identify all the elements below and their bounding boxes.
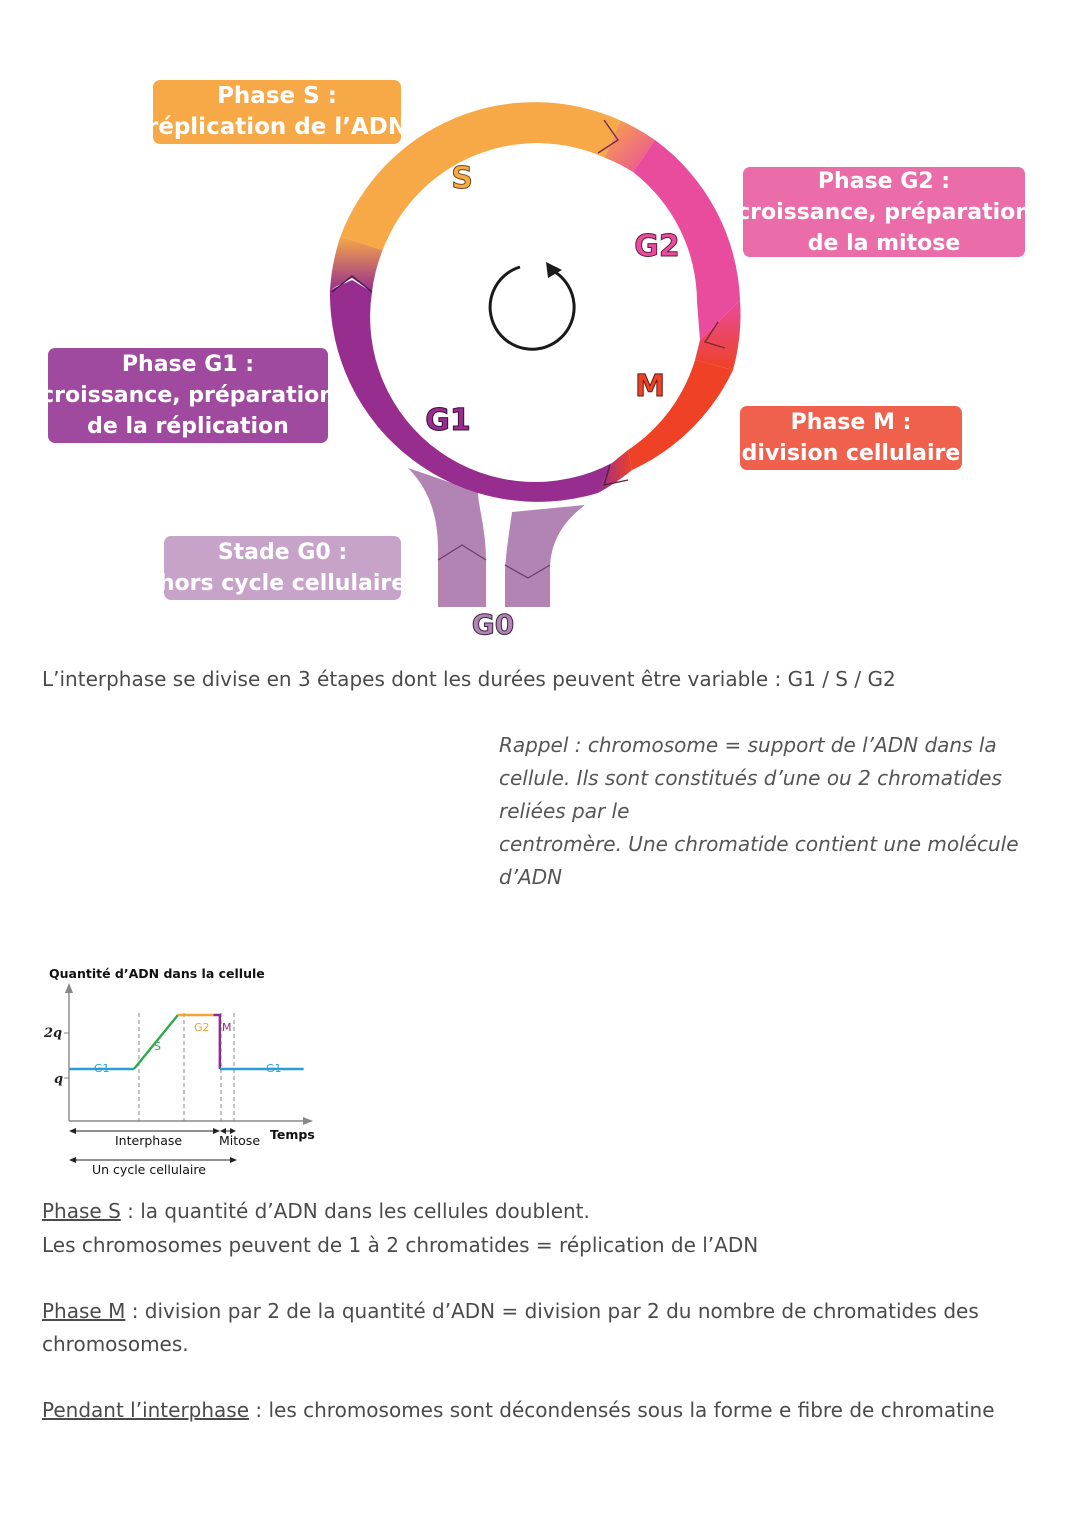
series-m-3 (214, 1015, 220, 1069)
phase-g1-desc-2: de la réplication (87, 414, 289, 439)
cycle-span (69, 1157, 237, 1177)
phase-m-text: : division par 2 de la quantité d’ADN = division par 2 du nombre de chromatides des (125, 1299, 979, 1323)
note-line-5: d’ADN (499, 865, 563, 889)
phase-m-paragraph (42, 1294, 979, 1328)
ring-letter-s: S (451, 161, 473, 196)
phase-label-g1-end: G1 (266, 1062, 282, 1075)
phase-g2-label (737, 167, 1031, 257)
cycle-ring (330, 102, 741, 502)
circular-arrow-icon (490, 262, 574, 349)
ring-letter-g2: G2 (634, 229, 680, 264)
interphase-paragraph (42, 1393, 995, 1427)
phase-g2-title: Phase G2 : (817, 168, 951, 194)
note-line-3: reliées par le (499, 799, 630, 823)
mitose-span (219, 1128, 260, 1148)
mitose-label: Mitose (219, 1133, 261, 1148)
y-tick-2q: 2q (44, 1026, 63, 1041)
interphase-label: Interphase (115, 1133, 183, 1148)
reminder-note (499, 729, 1059, 894)
dna-quantity-chart (30, 955, 330, 1185)
y-tick-q: q (54, 1072, 64, 1087)
interphase-term: Pendant l’interphase (42, 1398, 250, 1422)
stage-g0-title: Stade G0 : (217, 540, 348, 565)
x-axis-label: Temps (270, 1127, 315, 1142)
phase-g2-desc-1: croissance, préparation (737, 199, 1031, 225)
phase-s-label (146, 80, 408, 144)
cycle-label: Un cycle cellulaire (92, 1162, 206, 1177)
phase-g2-desc-2: de la mitose (807, 230, 961, 256)
series-layer (69, 1015, 304, 1069)
phase-g1-desc-1: croissance, préparation (41, 383, 335, 408)
ring-segment-g1 (330, 280, 612, 502)
phase-m-desc: division cellulaire (741, 441, 961, 466)
x-axis-arrow-icon (303, 1117, 313, 1125)
phase-s-desc: réplication de l’ADN (146, 114, 408, 140)
interphase-intro: L’interphase se divise en 3 étapes dont les durées peuvent être variable : G1 / S / G2 (42, 667, 896, 691)
phase-s-paragraph (42, 1194, 590, 1228)
stage-g0-desc: hors cycle cellulaire (158, 571, 407, 596)
ring-letter-g0: G0 (471, 608, 515, 641)
phase-m-title: Phase M : (790, 410, 912, 435)
interphase-span (69, 1128, 220, 1148)
phase-g1-title: Phase G1 : (121, 352, 255, 377)
phase-label-g1-start: G1 (94, 1062, 110, 1075)
phase-m-label (740, 406, 962, 470)
phase-label-m: M (222, 1021, 232, 1034)
note-line-4: centromère. Une chromatide contient une molécule (499, 832, 1019, 856)
stage-g0-label (158, 536, 407, 600)
note-line-2: cellule. Ils sont constitués d’une ou 2 chromatides (499, 766, 1002, 790)
ring-letter-g1: G1 (425, 403, 471, 438)
phase-g1-label (41, 348, 335, 443)
ring-letter-m: M (635, 369, 665, 404)
phase-label-s: S (154, 1040, 161, 1053)
note-line-1: Rappel : chromosome = support de l’ADN dans la (499, 733, 997, 757)
interphase-text: : les chromosomes sont décondensés sous la forme e fibre de chromatine (249, 1398, 995, 1422)
phase-label-g2: G2 (194, 1021, 210, 1034)
phase-s-term: Phase S (42, 1199, 121, 1223)
phase-s-text: : la quantité d’ADN dans les cellules doublent. (120, 1199, 590, 1223)
phase-s-title: Phase S : (217, 83, 337, 109)
phase-s-paragraph-2: Les chromosomes peuvent de 1 à 2 chromatides = réplication de l’ADN (42, 1233, 759, 1257)
y-axis-arrow-icon (65, 983, 73, 993)
chart-title: Quantité d’ADN dans la cellule (49, 966, 265, 981)
phase-m-paragraph-2: chromosomes. (42, 1332, 189, 1356)
phase-m-term: Phase M (42, 1299, 126, 1323)
